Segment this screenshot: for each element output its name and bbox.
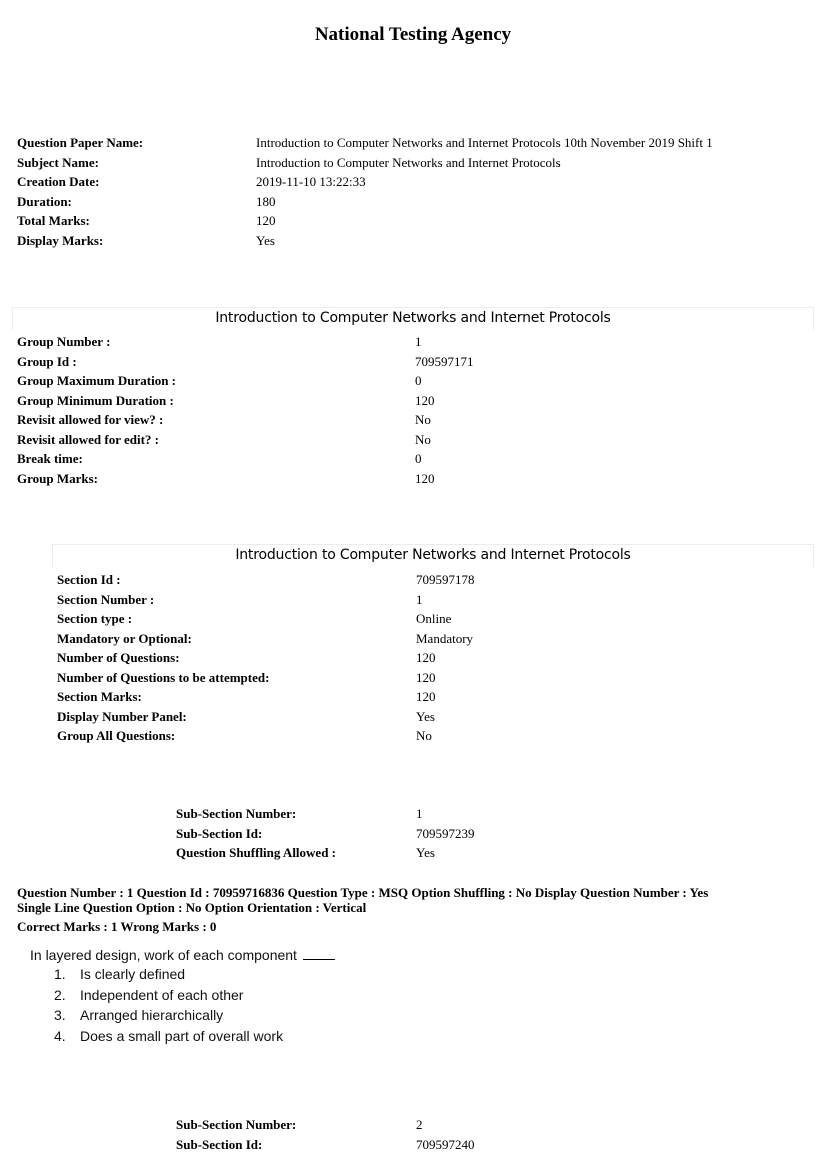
section-label: Number of Questions: (57, 650, 180, 665)
option-text: Does a small part of overall work (80, 1027, 284, 1044)
section-label: Section Number : (57, 591, 155, 607)
section-label: Section type : (57, 611, 133, 626)
group-label: Group Minimum Duration : (17, 392, 174, 408)
subsection-row (176, 824, 475, 844)
group-label: Revisit allowed for view? : (17, 412, 164, 427)
section-label: Number of Questions to be attempted: (57, 669, 270, 685)
group-value: 120 (415, 392, 435, 408)
subsection-value: 709597240 (416, 1136, 475, 1152)
question-body (30, 947, 335, 1046)
section-info-row (57, 629, 475, 649)
section-value: 709597178 (416, 572, 475, 587)
info-value: Introduction to Computer Networks and Internet Protocols (256, 154, 561, 170)
info-label: Display Marks: (17, 232, 104, 248)
subsection-value: 709597239 (416, 825, 475, 841)
subsection-row (176, 804, 475, 824)
group-value: 709597171 (415, 353, 474, 369)
question-text: In layered design, work of each component (30, 947, 297, 963)
section-info-row (57, 590, 475, 610)
section-value: 120 (416, 650, 436, 665)
info-label: Question Paper Name: (17, 135, 144, 150)
section-info-row (57, 726, 475, 746)
section-value: 120 (416, 689, 436, 704)
subsection-row (176, 1135, 475, 1155)
section-info-row (57, 648, 475, 668)
option-item (54, 985, 335, 1006)
group-info-row (17, 391, 474, 411)
section-info-row (57, 707, 475, 727)
section-value: 1 (416, 591, 423, 607)
question-text-row (30, 947, 335, 963)
subsection-1-table (176, 804, 475, 863)
info-value: 120 (256, 213, 276, 228)
group-value: 0 (415, 451, 422, 466)
paper-info-row (17, 211, 713, 231)
info-label: Total Marks: (17, 213, 90, 228)
group-label: Group Number : (17, 334, 111, 349)
section-info-row (57, 687, 475, 707)
group-info-row (17, 371, 474, 391)
subsection-value: 1 (416, 806, 423, 821)
group-value: 120 (415, 470, 435, 486)
paper-info-row (17, 192, 713, 212)
group-info-table (17, 332, 474, 488)
section-value: Yes (416, 708, 435, 724)
option-number: 3. (54, 1007, 66, 1024)
section-label: Mandatory or Optional: (57, 630, 192, 646)
section-info-row (57, 570, 475, 590)
group-label: Revisit allowed for edit? : (17, 431, 160, 447)
info-label: Duration: (17, 193, 72, 209)
subsection-2-table (176, 1115, 475, 1154)
group-label: Break time: (17, 451, 83, 466)
option-text: Is clearly defined (80, 966, 186, 983)
section-label: Section Id : (57, 572, 121, 587)
option-number: 2. (54, 986, 66, 1003)
section-value: Online (416, 611, 452, 626)
answer-blank (303, 947, 335, 960)
question-header (17, 886, 708, 935)
page-title: National Testing Agency (314, 24, 512, 45)
group-label: Group Maximum Duration : (17, 373, 177, 388)
question-meta-line-1: Question Number : 1 Question Id : 70959716836 Question Type : MSQ Option Shuffling : No Display Question Number : Yes (17, 885, 709, 900)
option-number: 1. (54, 966, 66, 983)
section-value: 120 (416, 669, 436, 685)
section-value: No (416, 728, 432, 743)
option-item (54, 1026, 335, 1047)
subsection-value: 2 (416, 1117, 423, 1132)
options-list (54, 964, 335, 1046)
question-marks-line: Correct Marks : 1 Wrong Marks : 0 (17, 919, 217, 934)
group-info-row (17, 410, 474, 430)
paper-info-row (17, 172, 713, 192)
group-info-row (17, 332, 474, 352)
group-banner-box (12, 307, 814, 330)
question-meta-line-2: Single Line Question Option : No Option Orientation : Vertical (17, 899, 367, 915)
option-item (54, 1005, 335, 1026)
info-value: Introduction to Computer Networks and Internet Protocols 10th November 2019 Shift 1 (256, 135, 713, 150)
subsection-label: Sub-Section Number: (176, 806, 297, 821)
section-info-table (57, 570, 475, 746)
group-value: No (415, 431, 431, 447)
section-value: Mandatory (416, 630, 474, 646)
group-info-row (17, 449, 474, 469)
group-value: 1 (415, 334, 422, 349)
group-label: Group Id : (17, 353, 77, 369)
option-text: Arranged hierarchically (80, 1007, 224, 1024)
subsection-row (176, 843, 475, 863)
info-label: Subject Name: (17, 154, 99, 170)
section-info-row (57, 609, 475, 629)
subsection-label: Sub-Section Id: (176, 1136, 263, 1152)
option-text: Independent of each other (80, 986, 244, 1003)
option-item (54, 964, 335, 985)
section-banner-box (52, 544, 814, 567)
group-value: 0 (415, 373, 422, 388)
group-info-row (17, 430, 474, 450)
group-label: Group Marks: (17, 470, 99, 486)
paper-info-row (17, 231, 713, 251)
paper-info-row (17, 153, 713, 173)
group-value: No (415, 412, 431, 427)
group-info-row (17, 352, 474, 372)
info-label: Creation Date: (17, 174, 100, 189)
option-number: 4. (54, 1027, 66, 1044)
section-label: Section Marks: (57, 689, 142, 704)
subsection-label: Question Shuffling Allowed : (176, 845, 337, 860)
section-info-row (57, 668, 475, 688)
subsection-label: Sub-Section Number: (176, 1117, 297, 1132)
section-label: Display Number Panel: (57, 708, 187, 724)
paper-info-row (17, 133, 713, 153)
section-banner-title: Introduction to Computer Networks and Internet Protocols (235, 547, 631, 563)
subsection-label: Sub-Section Id: (176, 825, 263, 841)
subsection-value: Yes (416, 845, 435, 860)
info-value: 180 (256, 193, 276, 209)
info-value: 2019-11-10 13:22:33 (256, 174, 366, 189)
group-banner-title: Introduction to Computer Networks and Internet Protocols (215, 310, 611, 326)
group-info-row (17, 469, 474, 489)
paper-info-table (17, 133, 713, 250)
section-label: Group All Questions: (57, 728, 176, 743)
subsection-row (176, 1115, 475, 1135)
info-value: Yes (256, 232, 275, 248)
